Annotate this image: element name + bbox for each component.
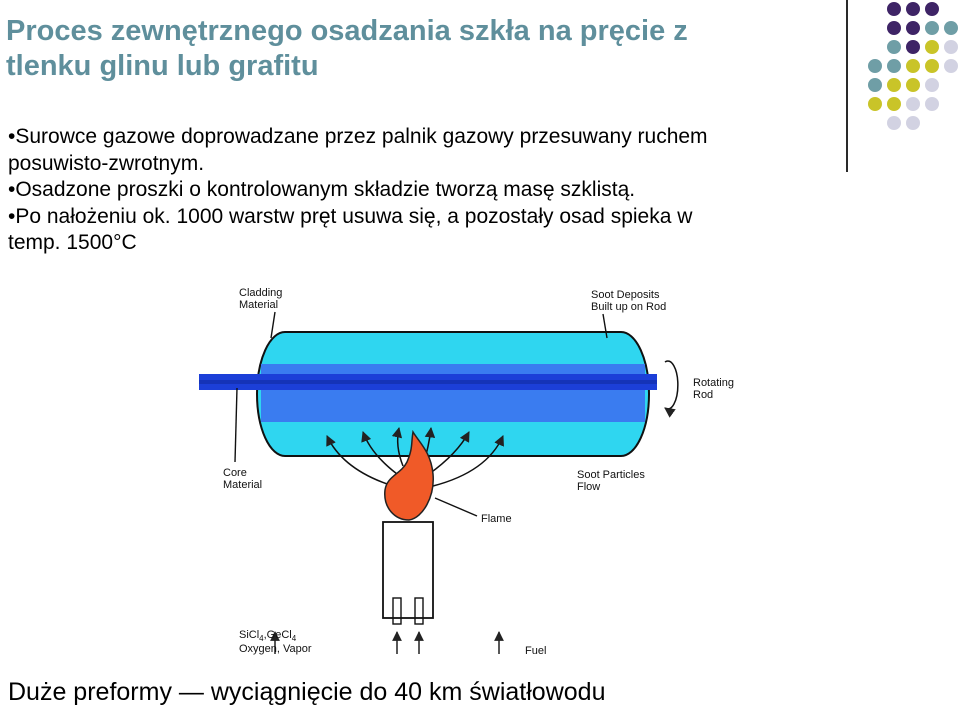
decorative-dot (868, 97, 882, 111)
bullet-1 (8, 124, 848, 177)
decorative-dot (925, 2, 939, 16)
decorative-dot (925, 78, 939, 92)
label-soot-particles-1: Soot Particles (577, 469, 645, 481)
bullet-3-line-2: temp. 1500°C (8, 231, 137, 254)
label-fuel: Fuel (525, 645, 547, 657)
core-band (261, 364, 645, 422)
burner-body (383, 522, 433, 618)
bullet-3-line-1: •Po nałożeniu ok. 1000 warstw pręt usuwa się, a pozostały osad spieka w (8, 204, 693, 228)
bullet-2-line-1: •Osadzone proszki o kontrolowanym składzie tworzą masę szklistą. (8, 178, 636, 201)
decorative-dot (887, 97, 901, 111)
label-vapor-1: SiCl$_4$,GeCl$_4$ (239, 629, 297, 643)
decorative-dot (887, 21, 901, 35)
decorative-dot (906, 59, 920, 73)
label-soot-deposits-2: Built up on Rod (591, 301, 667, 313)
core-leader (235, 388, 237, 462)
decorative-dot (906, 21, 920, 35)
decorative-dot (906, 2, 920, 16)
decorative-dot (925, 97, 939, 111)
decorative-dot (887, 40, 901, 54)
title-line-2: tlenku glinu lub grafitu (6, 50, 319, 82)
label-flame: Flame (481, 513, 512, 525)
decorative-dot (944, 40, 958, 54)
decorative-dot (944, 59, 958, 73)
bullet-1-line-1: •Surowce gazowe doprowadzane przez palnik gazowy przesuwany ruchem (8, 125, 708, 148)
bullet-3 (8, 204, 848, 257)
decorative-dot-grid (860, 0, 959, 150)
decorative-dot (906, 40, 920, 54)
label-core-1: Core (223, 467, 247, 479)
decorative-dot (944, 21, 958, 35)
decorative-dot (887, 59, 901, 73)
title-line-1: Proces zewnętrznego osadzania szkła na pręcie z (6, 15, 688, 47)
bullet-1-line-2: posuwisto-zwrotnym. (8, 151, 205, 175)
label-soot-particles-2: Flow (577, 481, 601, 493)
flame-leader (435, 498, 477, 516)
cladding-leader (271, 312, 275, 338)
footer-caption: Duże preformy — wyciągnięcie do 40 km światłowodu (8, 678, 606, 706)
ovd-process-diagram (195, 276, 751, 668)
decorative-dot (887, 2, 901, 16)
decorative-dot (925, 40, 939, 54)
decorative-dot (906, 116, 920, 130)
decorative-dot (868, 78, 882, 92)
label-cladding-2: Material (239, 299, 279, 311)
label-soot-deposits-1: Soot Deposits (591, 289, 660, 301)
label-vapor-2: Oxygen, Vapor (239, 643, 312, 655)
decorative-dot (887, 116, 901, 130)
label-core-2: Material (223, 479, 263, 491)
decorative-dot (868, 59, 882, 73)
decorative-dot (906, 97, 920, 111)
bullet-2 (8, 177, 848, 204)
slide-title (6, 14, 836, 84)
label-cladding-1: Cladding (239, 287, 283, 299)
bullet-list (8, 124, 848, 257)
decorative-dot (887, 78, 901, 92)
decorative-dot (925, 59, 939, 73)
label-rotating-2: Rod (693, 389, 714, 401)
rod-core (199, 380, 657, 384)
decorative-dot (925, 21, 939, 35)
decorative-dot (906, 78, 920, 92)
label-rotating-1: Rotating (693, 377, 734, 389)
rotation-arrow-icon (665, 361, 678, 409)
